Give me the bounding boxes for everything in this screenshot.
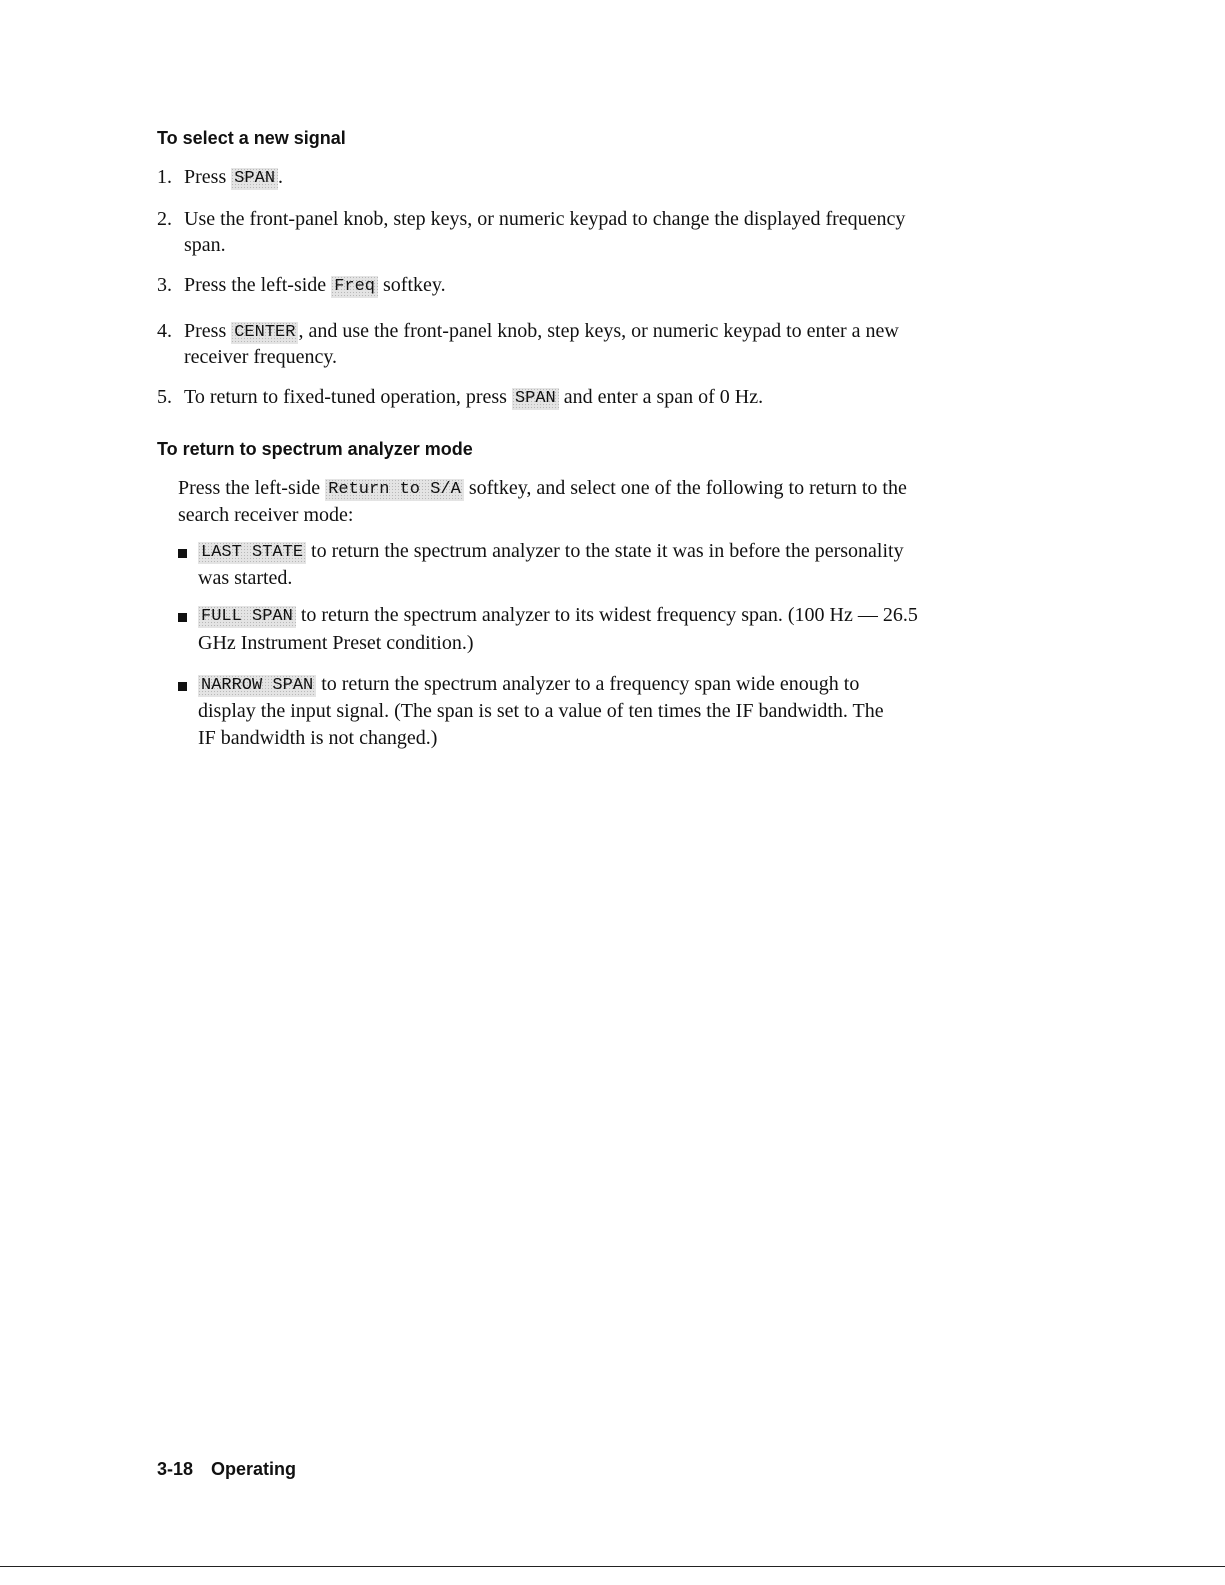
step-text-suffix: and enter a span of 0 Hz.	[563, 386, 764, 408]
step-text: Press	[184, 166, 227, 188]
step-number: 1.	[157, 166, 172, 188]
intro-text-suffix: softkey, and select one of the following to return to the	[468, 477, 907, 499]
page-number: 3-18	[157, 1459, 194, 1479]
section-heading-select-signal: To select a new signal	[157, 128, 346, 148]
intro-text-continued: search receiver mode:	[178, 504, 354, 526]
bullet-text: to return the spectrum analyzer to a frequency span wide enough to	[321, 673, 860, 695]
step-text-suffix: .	[278, 166, 284, 188]
bullet-text-continued: display the input signal. (The span is set to a value of ten times the IF bandwidth. The	[198, 700, 884, 722]
bullet-marker	[178, 682, 187, 691]
step-text-continued: span.	[184, 234, 226, 256]
intro-text: Press the left-side	[178, 477, 321, 499]
section-heading-return-sa: To return to spectrum analyzer mode	[157, 439, 473, 459]
freq-softkey: Freq	[331, 276, 378, 298]
step-text: Press	[184, 320, 227, 342]
center-key: CENTER	[231, 322, 298, 344]
step-number: 2.	[157, 208, 172, 230]
step-text: Press the left-side	[184, 274, 327, 296]
bullet-text: to return the spectrum analyzer to the state it was in before the personality	[311, 540, 904, 562]
return-to-sa-softkey: Return to S/A	[325, 479, 464, 501]
step-text: Use the front-panel knob, step keys, or numeric keypad to change the displayed frequency	[184, 208, 906, 230]
step-number: 5.	[157, 386, 172, 408]
bullet-marker	[178, 613, 187, 622]
span-key: SPAN	[512, 388, 559, 410]
step-text-continued: receiver frequency.	[184, 346, 338, 368]
span-key: SPAN	[231, 168, 278, 190]
bullet-text-continued-2: IF bandwidth is not changed.)	[198, 727, 438, 749]
step-text-suffix: softkey.	[383, 274, 446, 296]
bullet-text: to return the spectrum analyzer to its widest frequency span. (100 Hz — 26.5	[300, 604, 918, 626]
narrow-span-softkey: NARROW SPAN	[198, 675, 316, 697]
bottom-rule	[0, 1566, 1225, 1567]
step-number: 4.	[157, 320, 172, 342]
full-span-softkey: FULL SPAN	[198, 606, 296, 628]
chapter-name: Operating	[211, 1459, 297, 1479]
step-number: 3.	[157, 274, 172, 296]
page-footer	[157, 1459, 296, 1480]
step-text-suffix: , and use the front-panel knob, step keys, or numeric keypad to enter a new	[298, 320, 899, 342]
bullet-text-continued: GHz Instrument Preset condition.)	[198, 632, 474, 654]
bullet-marker	[178, 549, 187, 558]
step-text: To return to fixed-tuned operation, press	[184, 386, 507, 408]
last-state-softkey: LAST STATE	[198, 542, 306, 564]
bullet-text-continued: was started.	[198, 567, 293, 589]
